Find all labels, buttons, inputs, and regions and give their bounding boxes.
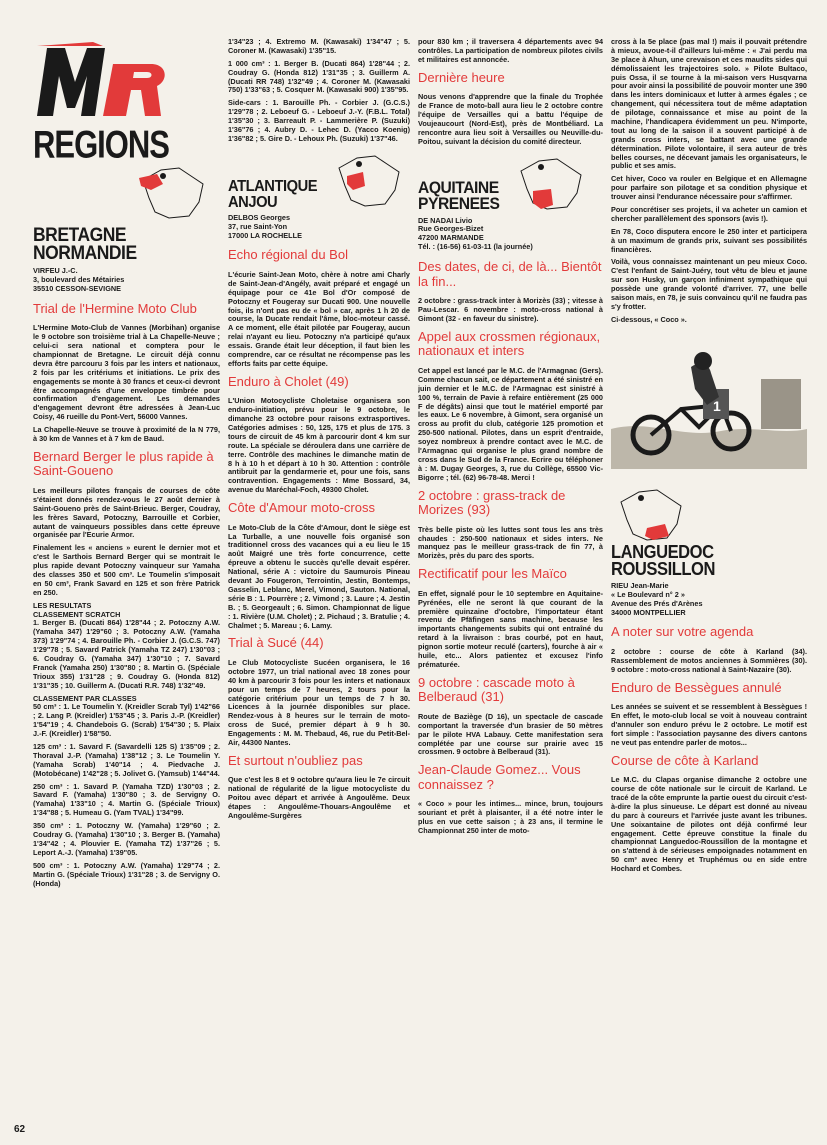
france-map-languedoc-icon: [611, 484, 691, 544]
france-map-bretagne-icon: [133, 162, 213, 222]
heading-trial-suce: Trial à Sucé (44): [228, 635, 324, 651]
heading-surtout: Et surtout n'oubliez pas: [228, 752, 363, 768]
contact-bretagne: VIRFEU J.-C. 3, boulevard des Métairies 35510 CESSON-SEVIGNE: [33, 266, 125, 293]
region-title-bretagne: BRETAGNE NORMANDIE: [33, 225, 137, 265]
heading-enduro-bessegues: Enduro de Bessègues annulé: [611, 679, 782, 695]
column-2: 1'34"23 ; 4. Extremo M. (Kawasaki) 1'34"47 ; 5. Coroner M. (Kawasaki) 1'35"15. 1 000 cm³ : 1. Berger B. (Ducati 864) 1'28"44 ; 2. Coudray G. (Honda 812) 1'31"35 ; 3. Guillerm A. (Ducati RR 748) 1'32"49 ; 4. Coroner M. (Kawasaki 750) 1'33"63 ; 5. Cosquer M. (Kawasaki 900) 1'35"95. Side-cars : 1. Barouille Ph. - Corbier J. (G.C.S.) 1'29"78 ; 2. Leboeuf G. - Leboeuf J.-Y. (F.B.L. Total) 1'35"30 ; 3. Barreault P. - Lammerière P. (Suzuki) 1'36"76 ; 4. Aubry D. - Lehec D. (Yacco Koenig) 1'36"82 ; 5. Gire D. - Lehoux Ph. (Suzuki) 1'37"46. ATLANTIQUE ANJOU DELBOS Georges 37, rue Saint-Yon 17000 LA ROCHELLE Echo régional du Bol L'écurie Saint-Jean Moto, chère à notre ami Charly de Saint-Jean-d'Angély, avait préparé et engagé un équipage pour ce 41e Bol d'Or composé de Potoczny et Fougeray sur Ducati 900. Une nouvelle fois, ils n'ont pas eu de « bol » car, après 1 h 20 de course, la Ducate rendait l'âme, bloc-moteur cassé. A ce moment, elle était pilotée par Fougeray, aucun relai n'ayant eu lieu. Potoczny n'a participé qu'aux essais. Grande était leur déception, il faut bien les comprendre, car ce résultat ne récompense pas les efforts faits par cette équipe. Enduro à Cholet (49) L'Union Motocycliste Choletaise organisera son enduro-initiation, prévu pour le 9 octobre, le dimanche 23 octobre pour raisons extrasportives. Catégories admises : 50, 125, 175 et plus de 175. 3 tours de circuit de 45 km à parcourir dont 4 km sur route. La spéciale se déroulera dans une carrière de terre. Contrôle des machines le dimanche matin de 8 h à 10 h et départ à 10 h 30. Attention : contrôle antibruit par la gendarmerie et, pour une fois, sans contravention. Engagements : Mme Bossard, 34, avenue du Maréchal-Foch, 49300 Cholet. Côte d'Amour moto-cross Le Moto-Club de la Côte d'Amour, dont le siège est La Turballe, a une nouvelle fois organisé son traditionnel cross des vacances qui a eu lieu le 15 août Maigré une très forte concurrence, cette épreuve a obtenu le succès qu'elle devait espérer. National, série A : victoire du Saumurois Pineau devant Jo Fougeron, Terrointin, Jestin, Bontemps, Gasselin, Leblanc, Merel, Vimond, Sauton. National, série B : 1. Pourrère ; 2. Vimond ; 3. Laure ; 4. Jestin B. ; 5. Georgeault ; 6. Simon. Championnat de ligue : 1. Rivière (U.M. Cholet) ; 2. Pichaud ; 3. Bratulie ; 4. Chalmet ; 5. Mareau ; 6. Lamy. Trial à Sucé (44) Le Club Motocycliste Sucéen organisera, le 16 octobre 1977, un trial national avec 18 zones pour 40 km à parcourir 3 fois pour les inters et nationaux pour un temps de 7 heures, 2 tours pour la catégorie critérium pour un temps de 7 h 30. Licences à la journée disponibles sur place. Rendez-vous à 8 heures sur le terrain de moto-cross de Sucé, premier départ à 9 h 30. Engagements : M. M. Thebaud, 46, rue du Petit-Bel-Air, 44300 Nantes. Et surtout n'oubliez pas Que c'est les 8 et 9 octobre qu'aura lieu le 7e circuit national de régularité de la ligue motocycliste du Poitou avec départ et arrivée à Angoulême. Deux étapes : Angoulême-Thouars-Angoulême et Angoulême-Surgères: [228, 38, 410, 820]
heading-bernard-berger: Bernard Berger le plus rapide à Saint-Goueno: [33, 448, 214, 479]
column-1: REGIONS BRETAGNE NORMANDIE VIRFEU J.-C. 3, boulevard des Métairies 35510 CESSON-SEVIGNE Trial de l'Hermine Moto Club L'Hermine Moto-Club de Vannes (Morbihan) organise le 9 octobre son troisième trial à La Chapelle-Neuve ; celui-ci sera national et comptera pour le championnat de Bretagne. Le circuit déjà connu devra être parcouru 3 fois par les inters et nationaux, 2 fois par les critériums et initiations. Le prix des engagements se monte à 30 francs et ceux-ci devront être accompagnés d'une enveloppe timbrée pour confirmation d'engagement. Les demandes d'engagement devront être adressées à Jean-Luc Coisy, 46 rueille du Pont-Vert, 56000 Vannes. La Chapelle-Neuve se trouve à proximité de la N 779, à 30 km de Vannes et à 7 km de Baud. Bernard Berger le plus rapide à Saint-Goueno Les meilleurs pilotes français de courses de côte s'étaient donnés rendez-vous le 27 août dernier à Saint-Goueno près de Saint-Brieuc. Berger, Coudray, les frères Savard, Potoczny, Barrouille et Corbier, autant de vainqueurs possibles dans cette épreuve organisée par l'Ecurie Armor. Finalement les « anciens » eurent le dernier mot et c'est le Sarthois Bernard Berger qui se montrait le plus rapide devant Potoczny vainqueur sur Yamaha des classes 350 et 500 cm³. Le Toumelin s'imposait en 50 cm³, Frank Savard en 125 et son frère Patrick en 250. LES RESULTATS CLASSEMENT SCRATCH 1. Berger B. (Ducati 864) 1'28"44 ; 2. Potoczny A.W. (Yamaha 347) 1'29"60 ; 3. Potoczny A.W. (Yamaha 373) 1'29"74 ; 4. Barouille Ph. - Corbier J. (G.C.S. 747) 1'29"78 ; 5. Savard Patrick (Yamaha TZ 247) 1'30"03 ; 6. Coudray G. (Yamaha 347) 1'30"10 ; 7. Savard Franck (Yamaha 250) 1'30"80 ; 8. Martin G. (Spéciale Trioux 355) 1'31"28 ; 9. Coudray G. (Honda 812) 1'31"35 ; 10. Guillerm A. (Ducati R.R. 748) 1'32"49. CLASSEMENT PAR CLASSES 50 cm³ : 1. Le Toumelin Y. (Kreidler Scrab Tyl) 1'42"66 ; 2. Lang P. (Kreidler) 1'53"45 ; 3. Paris J.-P. (Kreidler) 1'54"19 ; 4. Chandebois G. (Scrab) 1'54"30 ; 5. Plaix J.-F. (Kreidler) 1'58"50. 125 cm³ : 1. Savard F. (Savardelli 125 S) 1'35"09 ; 2. Thoraval J.-P. (Yamaha) 1'38"12 ; 3. Le Toumelin Y. (Yamaha Scrab) 1'40"14 ; 4. Piedvache J. (Motobécane) 1'42"28 ; 5. Jolivet G. (Yamsub) 1'44"44. 250 cm³ : 1. Savard P. (Yamaha TZD) 1'30"03 ; 2. Savard F. (Yamaha) 1'30"80 ; 3. de Servigny O. (Yamaha) 1'33"10 ; 4. Martin G. (Spéciale Trioux) 1'34"88 ; 5. Humeau G. (Yam TVAL) 1'34"99. 350 cm³ : 1. Potoczny W. (Yamaha) 1'29"60 ; 2. Coudray G. (Yamaha) 1'30"10 ; 3. Berger B. (Yamaha) 1'34"42 ; 4. Plouvier E. (Yamaha TZ) 1'37"26 ; 5. Leport A.-J. (Yamaha) 1'39"05. 500 cm³ : 1. Potoczny A.W. (Yamaha) 1'29"74 ; 2. Martin G. (Spéciale Trioux) 1'31"28 ; 3. de Servigny O. (Honda): [33, 40, 220, 1125]
heading-cascade: 9 octobre : cascade moto à Belberaud (31): [418, 674, 575, 705]
motocross-photo: [611, 339, 807, 469]
heading-enduro-cholet: Enduro à Cholet (49): [228, 373, 349, 389]
column-4: cross à la 5e place (pas mal !) mais il pouvait prétendre à mieux, avoue-t-il d'ailleurs lui-même : « J'ai perdu ma 3e place à Ahun, une crevaison et ces maudits sides qui démolissaient les trajectoires solo. » Pilote Bultaco, puis Ossa, il se tourne à la mi-saison vers Husqvarna pour avoir ainsi la possibilité de pouvoir monter une 390 dans les inters dominicaux et lutter à armes égales ; ce changement, qui nécessitera tout de même adaptation de pilotage, connaissance et mise au point de la machine, l'handicapera évidemment un peu. N'importe, tout au long de la saison il a souvent participé à de grands cross inters, se battant avec une grande détermination. Pilote volontaire, il sera auteur de très belles courses, ne décevant jamais les organisateurs, le public et ses amis. Cet hiver, Coco va rouler en Belgique et en Allemagne pour parfaire son pilotage et sa condition physique et trouver ainsi l'endurance nécessaire pour s'affirmer. Pour concrétiser ses projets, il va acheter un camion et chercher parallèlement des sponsors (avis !). En 78, Coco disputera encore le 250 inter et participera à un maximum de grands prix, suivant ses possibilités financières. Voilà, vous connaissez maintenant un peu mieux Coco. C'est l'enfant de Saint-Juéry, tout vêtu de bleu et jaune sur son Husky, un garçon infiniment sympathique qui possède une grande volonté d'arriver. 77, une belle saison mais, en 78, je suis convaincu qu'il ne faudra pas s'y frotter. Ci-dessous, « Coco ». 1 LANGUEDOC ROUSSILLON RIEU Jean-Marie « Le Boulevard n° 2 » Avenue des Prés d'Arènes 34000 MONTPELLIER A noter sur votre agenda 2 octobre : course de côte à Karland (34). Rassemblement de motos anciennes à Sommières (30). 9 octobre : moto-cross national à Saint-Nazaire (30). Enduro de Bessègues annulé Les années se suivent et se ressemblent à Bessègues ! En effet, le moto-club local se voit à nouveau contraint d'annuler son enduro prévu le 2 octobre. Le motif est fort simple : l'association paysanne des divers cantons ne veut pas entendre parler de motos... Course de côte à Karland Le M.C. du Clapas organise dimanche 2 octobre une course de côte nationale sur le circuit de Karland. Le tracé de la côte emprunte la partie ouest du circuit c'est-à-dire la plus sinueuse. Le départ est donné au niveau du parc à coureurs et l'arrivée juste avant les tribunes. Une soixantaine de pilotes ont déjà confirmé leur engagement. Cette épreuve constitue la finale du championnat Languedoc-Roussillon de la montagne et on s'attend à de sérieuses empoignades notamment en 50 cm³ avec Henry et Truphémus ou en side entre Hochard et Combes.: [611, 38, 807, 874]
region-title-aquitaine: AQUITAINE PYRENEES: [418, 178, 500, 214]
contact-atlantique: DELBOS Georges 37, rue Saint-Yon 17000 LA ROCHELLE: [228, 212, 302, 240]
mr-regions-logo: [33, 40, 173, 167]
heading-gomez: Jean-Claude Gomez... Vous connaissez ?: [418, 762, 581, 792]
column-3: pour 830 km ; il traversera 4 départements avec 94 contrôles. La participation de nombreux pilotes civils et militaires est annoncée. Dernière heure Nous venons d'apprendre que la finale du Trophée de France de moto-ball aura lieu le 2 octobre contre l'équipe de Versailles qui a battu l'équipe de Voujeaucourt (Nord-Est), près de Montbéliard. La rencontre aura lieu soit à Versailles ou Neuville-du-Poitou, suivant la décision du comité directeur. AQUITAINE PYRENEES DE NADAI Livio Rue Georges-Bizet 47200 MARMANDE Tél. : (16-56) 61-03-11 (la journée) Des dates, de ci, de là... Bientôt la fin... 2 octobre : grass-track inter à Morizès (33) ; vitesse à Pau-Lescar. 6 novembre : moto-cross national à Gimont (32 - en faveur du sinistre). Appel aux crossmen régionaux, nationaux et inters Cet appel est lancé par le M.C. de l'Armagnac (Gers). Comme chacun sait, ce département a été sinistré en juin dernier et le M.C. de l'Armagnac est sinistré à 100 %, terrain de Pavie à refaire entièrement (25 000 F de dégâts) ainsi que tout le matériel emporté par les eaux. Le 6 novembre, à Gimont, sera organisé un cross au profit du club, catégorie 125 promotion et 250-500 national. Pilotes, dans un esprit d'entraide, soyez nombreux à prendre contact avec le M.C. de l'Armagnac qui organise le plus grand nombre de cross dans le Sud de la France. Ecrire ou téléphoner à : M. Dugay Georges, 3, rue du Collège, 65500 Vic-Bigorre ; tél. (62) 96-78-48. Merci ! 2 octobre : grass-track de Morizes (93) Très belle piste où les luttes sont tous les ans très chaudes : 250-500 nationaux et sides inters. Ne manquez pas le meilleur grass-track de fin 77, à Morizès, près du parc des sports. Rectificatif pour les Maïco En effet, signalé pour le 10 septembre en Aquitaine-Pyrénées, elle ne seront là que courant de la première quinzaine d'octobre, l'importateur étant revenu de Pfäfingen sans machine, because les importants changements subits qui ont entraîné du retard à la livraison : bras courbé, pot en haut, pignon sortie moteur reculé (carters), fourche à air « huile, etc... Alors patientez et excusez l'info prématurée. 9 octobre : cascade moto à Belberaud (31) Route de Baziège (D 16), un spectacle de cascade comportant la traversée d'un brasier de 50 mètres par le pilote HVA Labauy. Cette manifestation sera complétée par une course sur prairie avec 15 crossmen. 9 octobre à Belberaud (31). Jean-Claude Gomez... Vous connaissez ? « Coco » pour les intimes... mince, brun, toujours souriant et prêt à plaisanter, il a été notre inter le plus en vue cette saison ; à 23 ans, il termine le Championnat 250 inter de moto-: [418, 38, 603, 836]
mr-logo-icon: [33, 40, 173, 120]
page-number: 62: [14, 1124, 26, 1135]
heading-des-dates: Des dates, de ci, de là... Bientôt la fin...: [418, 259, 602, 289]
heading-agenda: A noter sur votre agenda: [611, 624, 754, 640]
heading-grass-track: 2 octobre : grass-track de Morizes (93): [418, 487, 566, 518]
contact-languedoc: RIEU Jean-Marie « Le Boulevard n° 2 » Avenue des Prés d'Arènes 34000 MONTPELLIER: [611, 580, 703, 617]
photo-race-number: 1: [713, 397, 721, 414]
region-title-languedoc: LANGUEDOC ROUSSILLON: [611, 541, 715, 579]
region-title-atlantique: ATLANTIQUE ANJOU: [228, 178, 318, 211]
regions-title: REGIONS: [33, 122, 169, 167]
france-map-atlantique-icon: [329, 150, 409, 210]
heading-trial-hermine: Trial de l'Hermine Moto Club: [33, 300, 197, 316]
heading-karland: Course de côte à Karland: [611, 752, 759, 768]
heading-derniere-heure: Dernière heure: [418, 69, 505, 85]
france-map-aquitaine-icon: [511, 153, 591, 213]
heading-cote-amour: Côte d'Amour moto-cross: [228, 500, 375, 516]
heading-appel-crossmen: Appel aux crossmen régionaux, nationaux et inters: [418, 328, 601, 359]
heading-rectificatif: Rectificatif pour les Maïco: [418, 566, 567, 582]
heading-echo-bol: Echo régional du Bol: [228, 247, 348, 263]
contact-aquitaine: DE NADAI Livio Rue Georges-Bizet 47200 MARMANDE Tél. : (16-56) 61-03-11 (la journée): [418, 215, 533, 252]
